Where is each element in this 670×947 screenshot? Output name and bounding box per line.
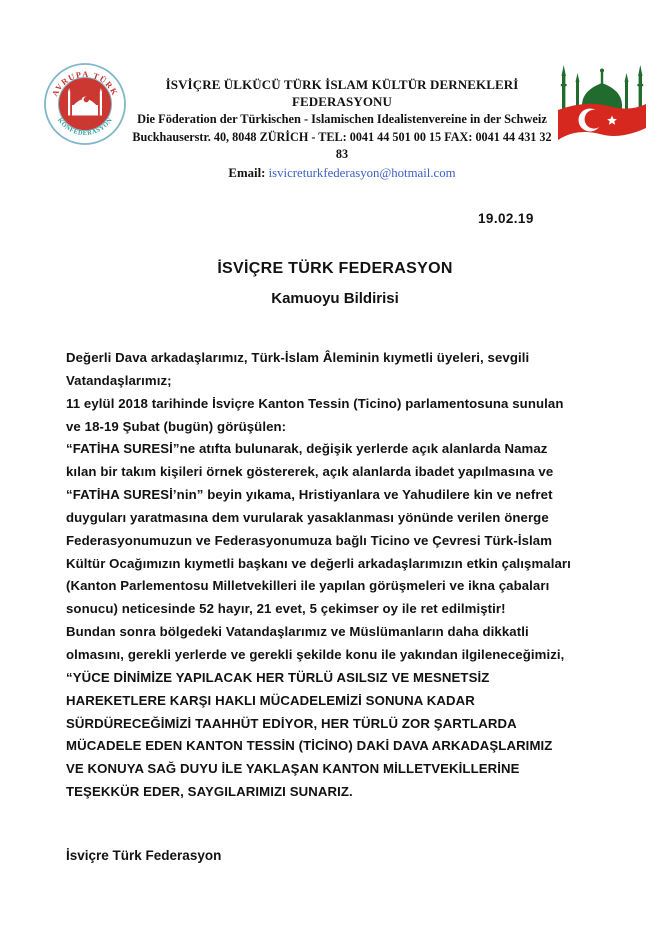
email-label: Email: xyxy=(228,166,266,180)
body-line: 11 eylül 2018 tarihinde İsviçre Kanton Tessin (Ticino) parlamentosuna sunulan xyxy=(66,395,564,411)
emblem-top-text: AVRUPA TÜRK xyxy=(50,69,120,98)
body-line: (Kanton Parlementosu Milletvekilleri ile yapılan görüşmeleri ve ikna çabaları xyxy=(66,578,550,594)
document-subtitle: Kamuoyu Bildirisi xyxy=(271,290,399,307)
body-line: duyguları yaratmasına dem vurularak yasaklanması yönünde verilen önerge xyxy=(66,509,549,525)
body-line: Kültür Ocağımızın kıymetli başkanı ve değerli arkadaşlarımızın etkin çalışmaları xyxy=(66,555,571,571)
body-line: “FATİHA SURESİ’nin” beyin yıkama, Hristiyanlara ve Yahudilere kin ve nefret xyxy=(66,487,553,503)
org-email-line xyxy=(128,165,556,182)
letterhead xyxy=(40,60,652,180)
body-line: VE KONUYA SAĞ DUYU İLE YAKLAŞAN KANTON MİLLETVEKİLLERİNE xyxy=(66,761,520,777)
body-line: olmasını, gerekli yerlerde ve gerekli şekilde konu ile yakından ilgileneceğimizi, xyxy=(66,646,565,662)
body-line: “FATİHA SURESİ”ne atıfta bulunarak, değişik yerlerde açık alanlarda Namaz xyxy=(66,441,548,457)
body-line: kılan bir takım kişileri örnek göstererek, açık alanlarda ibadet yapılmasına ve xyxy=(66,464,554,480)
body-line: Bundan sonra bölgedeki Vatandaşlarımız ve Müslümanların daha dikkatli xyxy=(66,624,529,640)
body-line: SÜRDÜRECEĞİMİZİ TAAHHÜT EDİYOR, HER TÜRLÜ ZOR ŞARTLARDA xyxy=(66,715,517,731)
org-address-line: Buckhauserstr. 40, 8048 ZÜRİCH - TEL: 0041 44 501 00 15 FAX: 0041 44 431 32 83 xyxy=(132,130,552,161)
body-line: MÜCADELE EDEN KANTON TESSİN (TİCİNO) DAKİ DAVA ARKADAŞLARIMIZ xyxy=(66,738,553,754)
body-line: TEŞEKKÜR EDER, SAYGILARIMIZI SUNARIZ. xyxy=(66,784,353,800)
body-line: sonucu) neticesinde 52 hayır, 21 evet, 5 çekimser oy ile ret edilmiştir! xyxy=(66,601,506,617)
body-line: Değerli Dava arkadaşlarımız, Türk-İslam Âleminin kıymetli üyeleri, sevgili xyxy=(66,350,530,365)
body-line: “YÜCE DİNİMİZE YAPILACAK HER TÜRLÜ ASILSIZ VE MESNETSİZ xyxy=(66,669,490,685)
document-title: İSVİÇRE TÜRK FEDERASYON xyxy=(217,260,453,277)
body-line: ve 18-19 Şubat (bugün) görüşülen: xyxy=(66,418,287,434)
signature: İsviçre Türk Federasyon xyxy=(66,848,222,863)
body-line: Vatandaşlarımız; xyxy=(66,372,172,388)
letterhead-text xyxy=(128,76,556,182)
org-name: İSVİÇRE ÜLKÜCÜ TÜRK İSLAM KÜLTÜR DERNEKLERİ FEDERASYONU xyxy=(165,77,519,109)
body-line: Federasyonumuzun ve Federasyonumuza bağlı Ticino ve Çevresi Türk-İslam xyxy=(66,532,553,548)
mosque-flag-icon xyxy=(556,60,648,142)
org-name-german: Die Föderation der Türkischen - Islamischen Idealistenvereine in der Schweiz xyxy=(137,112,547,126)
document-date: 19.02.19 xyxy=(478,211,534,226)
email-link[interactable]: isvicreturkfederasyon@hotmail.com xyxy=(268,166,456,180)
turkish-flag xyxy=(558,104,646,140)
body-line: HAREKETLERE KARŞI HAKLI MÜCADELEMİZİ SONUNA KADAR xyxy=(66,692,475,708)
emblem-bottom-text: KONFEDERASYON xyxy=(56,116,114,138)
avrupa-turk-emblem-icon xyxy=(42,60,128,148)
body-text xyxy=(66,347,626,804)
